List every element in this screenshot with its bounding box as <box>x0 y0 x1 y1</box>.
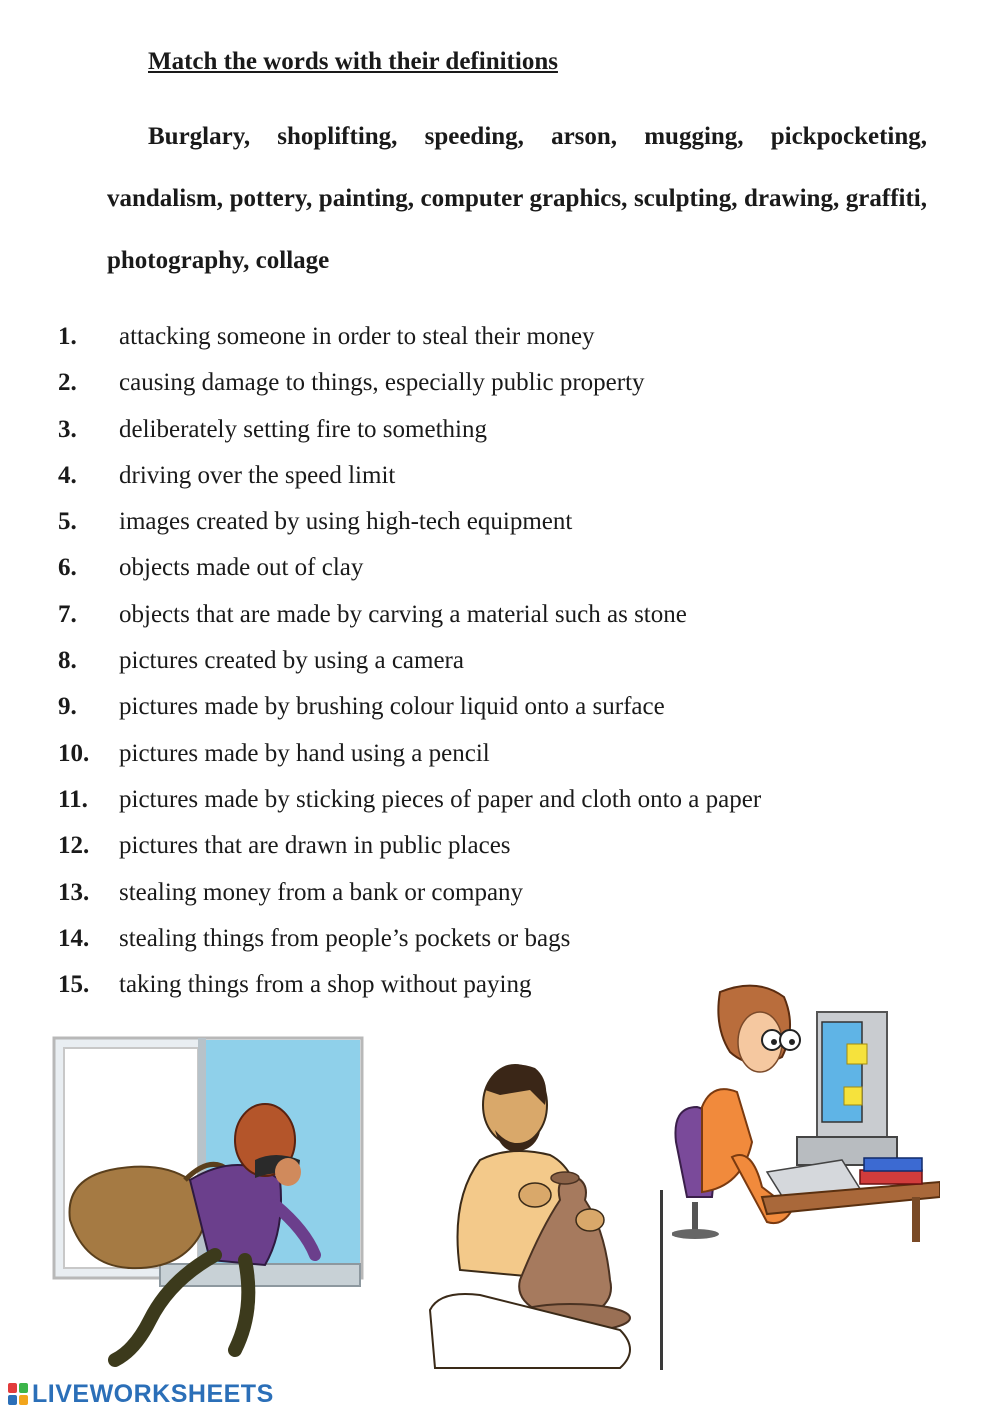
definition-text: pictures that are drawn in public places <box>119 832 511 860</box>
definition-item <box>58 416 958 462</box>
brand-name: LIVEWORKSHEETS <box>32 1379 274 1408</box>
definition-number: 11. <box>58 785 88 813</box>
definition-item <box>58 554 958 600</box>
definition-text: attacking someone in order to steal their money <box>119 323 595 350</box>
definition-text: stealing things from people’s pockets or bags <box>119 924 571 952</box>
definition-number: 8. <box>58 647 77 675</box>
definition-number: 1. <box>58 323 77 350</box>
definition-text: deliberately setting fire to something <box>119 415 487 443</box>
definition-number: 3. <box>58 415 77 443</box>
definition-list <box>58 323 958 1017</box>
definition-text: stealing money from a bank or company <box>119 878 524 906</box>
definition-item <box>58 601 958 647</box>
definition-number: 6. <box>58 554 77 582</box>
definition-item <box>58 323 958 369</box>
definition-number: 7. <box>58 600 77 628</box>
liveworksheets-logo-icon <box>8 1383 28 1405</box>
word-bank: Burglary, shoplifting, speeding, arson, mugging, pickpocketing, vandalism, pottery, painting, computer graphics, sculpting, drawing, graffiti, photography, collage <box>107 123 927 274</box>
definition-text: objects made out of clay <box>119 554 364 582</box>
definition-number: 9. <box>58 693 77 721</box>
definition-item <box>58 925 958 971</box>
definition-text: pictures made by brushing colour liquid onto a surface <box>119 693 665 721</box>
definition-item <box>58 647 958 693</box>
definition-item <box>58 786 958 832</box>
definition-text: causing damage to things, especially public property <box>119 369 645 397</box>
definition-number: 12. <box>58 832 90 860</box>
definition-number: 4. <box>58 461 77 489</box>
definition-item <box>58 693 958 739</box>
definition-item <box>58 832 958 878</box>
definition-text: pictures made by sticking pieces of paper and cloth onto a paper <box>119 785 762 813</box>
definition-number: 10. <box>58 739 90 767</box>
definition-number: 15. <box>58 971 90 999</box>
definition-number: 5. <box>58 508 77 536</box>
definition-item <box>58 462 958 508</box>
definition-number: 14. <box>58 924 90 952</box>
definition-item <box>58 740 958 786</box>
definition-item <box>58 508 958 554</box>
definition-text: images created by using high-tech equipment <box>119 508 573 536</box>
footer-brand <box>8 1381 274 1407</box>
computer-user-illustration <box>672 982 940 1252</box>
definition-text: taking things from a shop without paying <box>119 971 532 999</box>
definition-text: objects that are made by carving a material such as stone <box>119 600 687 628</box>
potter-illustration <box>420 1050 670 1372</box>
definition-item <box>58 879 958 925</box>
definition-text: driving over the speed limit <box>119 461 396 489</box>
definition-number: 2. <box>58 369 77 397</box>
definition-number: 13. <box>58 878 90 906</box>
worksheet-title: Match the words with their definitions <box>148 48 558 75</box>
burglar-illustration <box>50 1030 370 1370</box>
definition-text: pictures made by hand using a pencil <box>119 739 490 767</box>
definition-item <box>58 369 958 415</box>
definition-text: pictures created by using a camera <box>119 647 464 675</box>
